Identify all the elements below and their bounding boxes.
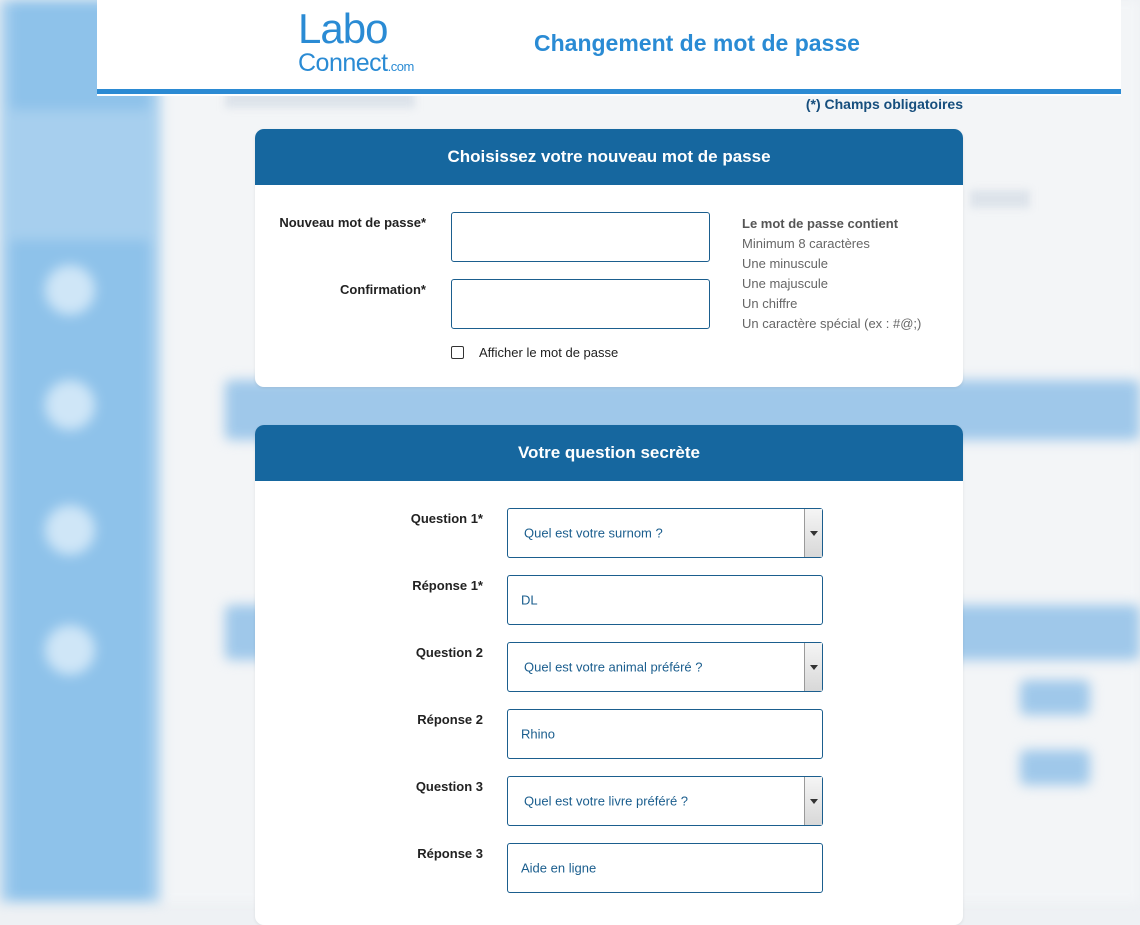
new-password-heading: Choisissez votre nouveau mot de passe: [255, 129, 963, 185]
confirmation-input[interactable]: [451, 279, 710, 329]
question-3-label: Question 3: [415, 779, 483, 794]
answer-2-label: Réponse 2: [417, 712, 483, 727]
question-3-value: Quel est votre livre préféré ?: [524, 793, 689, 809]
answer-1-value: DL: [521, 592, 538, 608]
password-rule-item: Un caractère spécial (ex : #@;): [742, 316, 922, 331]
background-button: [1020, 750, 1090, 785]
new-password-label: Nouveau mot de passe*: [279, 215, 426, 230]
answer-1-label: Réponse 1*: [412, 578, 483, 593]
answer-1-input[interactable]: [507, 575, 823, 625]
background-text: [970, 190, 1030, 208]
logo-suffix: .com: [387, 59, 414, 74]
question-2-select[interactable]: [507, 642, 823, 692]
logo-word: Connect: [298, 49, 388, 77]
logo-line-1: Labo: [298, 5, 388, 52]
question-1-label: Question 1*: [410, 511, 483, 526]
answer-2-value: Rhino: [521, 726, 555, 742]
chevron-down-icon[interactable]: [804, 643, 822, 691]
secret-question-card: [255, 425, 963, 925]
new-password-input[interactable]: [451, 212, 710, 262]
chevron-down-icon[interactable]: [804, 777, 822, 825]
password-rule-item: Une minuscule: [742, 256, 828, 271]
question-2-value: Quel est votre animal préféré ?: [524, 659, 703, 675]
answer-2-input[interactable]: [507, 709, 823, 759]
background-sidebar: [0, 0, 160, 902]
chevron-down-icon[interactable]: [804, 509, 822, 557]
page-title: Changement de mot de passe: [534, 30, 860, 56]
answer-3-label: Réponse 3: [417, 846, 483, 861]
new-password-card: [255, 129, 963, 387]
logo-line-2: [298, 50, 414, 80]
header-divider: [97, 89, 1121, 94]
password-rules: [742, 214, 921, 334]
answer-3-value: Aide en ligne: [521, 860, 597, 876]
password-rule-item: Une majuscule: [742, 276, 828, 291]
question-2-label: Question 2: [415, 645, 483, 660]
labo-connect-logo: [298, 5, 414, 80]
confirmation-label: Confirmation*: [340, 282, 426, 297]
question-3-select[interactable]: [507, 776, 823, 826]
secret-question-heading: Votre question secrète: [255, 425, 963, 481]
password-rules-title: Le mot de passe contient: [742, 216, 899, 231]
question-1-select[interactable]: [507, 508, 823, 558]
mandatory-fields-note: (*) Champs obligatoires: [805, 96, 963, 112]
show-password-checkbox[interactable]: [451, 346, 464, 359]
password-rule-item: Un chiffre: [742, 296, 798, 311]
question-1-value: Quel est votre surnom ?: [524, 525, 663, 541]
show-password-label[interactable]: Afficher le mot de passe: [479, 345, 619, 360]
background-button: [1020, 680, 1090, 715]
password-rule-item: Minimum 8 caractères: [742, 236, 870, 251]
answer-3-input[interactable]: [507, 843, 823, 893]
